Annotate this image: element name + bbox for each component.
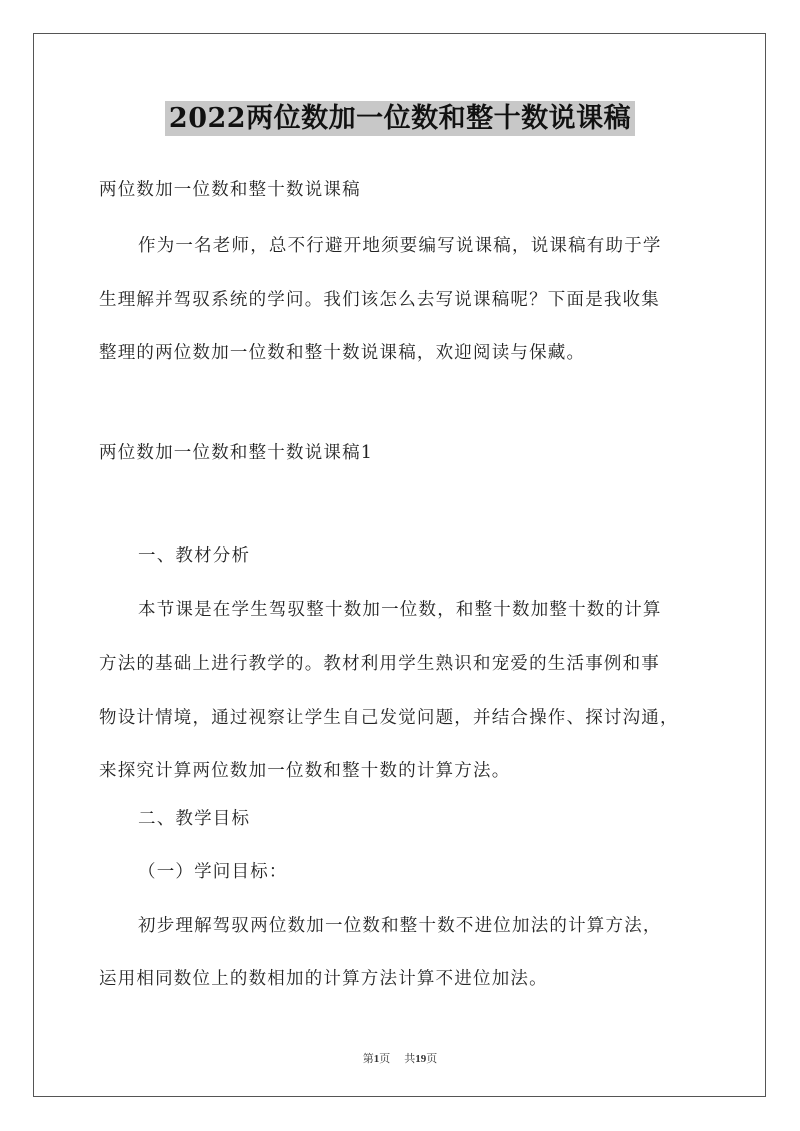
para-2-line-1: 初步理解驾驭两位数加一位数和整十数不进位加法的计算方法， <box>138 916 662 936</box>
para-1-line-3: 物设计情境，通过视察让学生自己发觉问题，并结合操作、探讨沟通， <box>99 708 679 728</box>
document-title: 2022两位数加一位数和整十数说课稿 <box>165 101 635 136</box>
page-footer <box>0 1050 800 1066</box>
footer-page-suffix: 页 <box>379 1052 391 1065</box>
heading-teaching-material: 一、教材分析 <box>138 546 251 566</box>
para-2-line-2: 运用相同数位上的数相加的计算方法计算不进位加法。 <box>99 969 548 989</box>
intro-line-2: 生理解并驾驭系统的学问。我们该怎么去写说课稿呢？下面是我收集 <box>99 290 660 310</box>
footer-total-prefix: 共 <box>404 1052 416 1065</box>
para-1-line-1: 本节课是在学生驾驭整十数加一位数，和整十数加整十数的计算 <box>138 600 662 620</box>
document-subtitle: 两位数加一位数和整十数说课稿 <box>99 180 361 200</box>
para-1-line-2: 方法的基础上进行教学的。教材利用学生熟识和宠爱的生活事例和事 <box>99 654 660 674</box>
subheading-knowledge-goals: （一）学问目标： <box>138 862 288 882</box>
footer-page-number: 1 <box>373 1053 380 1065</box>
heading-teaching-goals: 二、教学目标 <box>138 809 251 829</box>
footer-total-suffix: 页 <box>426 1052 438 1065</box>
document-title-wrapper <box>0 96 800 135</box>
para-1-line-4: 来探究计算两位数加一位数和整十数的计算方法。 <box>99 761 511 781</box>
footer-total-pages: 19 <box>415 1053 427 1065</box>
intro-line-3: 整理的两位数加一位数和整十数说课稿，欢迎阅读与保藏。 <box>99 343 586 363</box>
footer-page-prefix: 第 <box>362 1052 374 1065</box>
intro-line-1: 作为一名老师，总不行避开地须要编写说课稿，说课稿有助于学 <box>138 236 662 256</box>
section-title: 两位数加一位数和整十数说课稿1 <box>99 443 374 463</box>
